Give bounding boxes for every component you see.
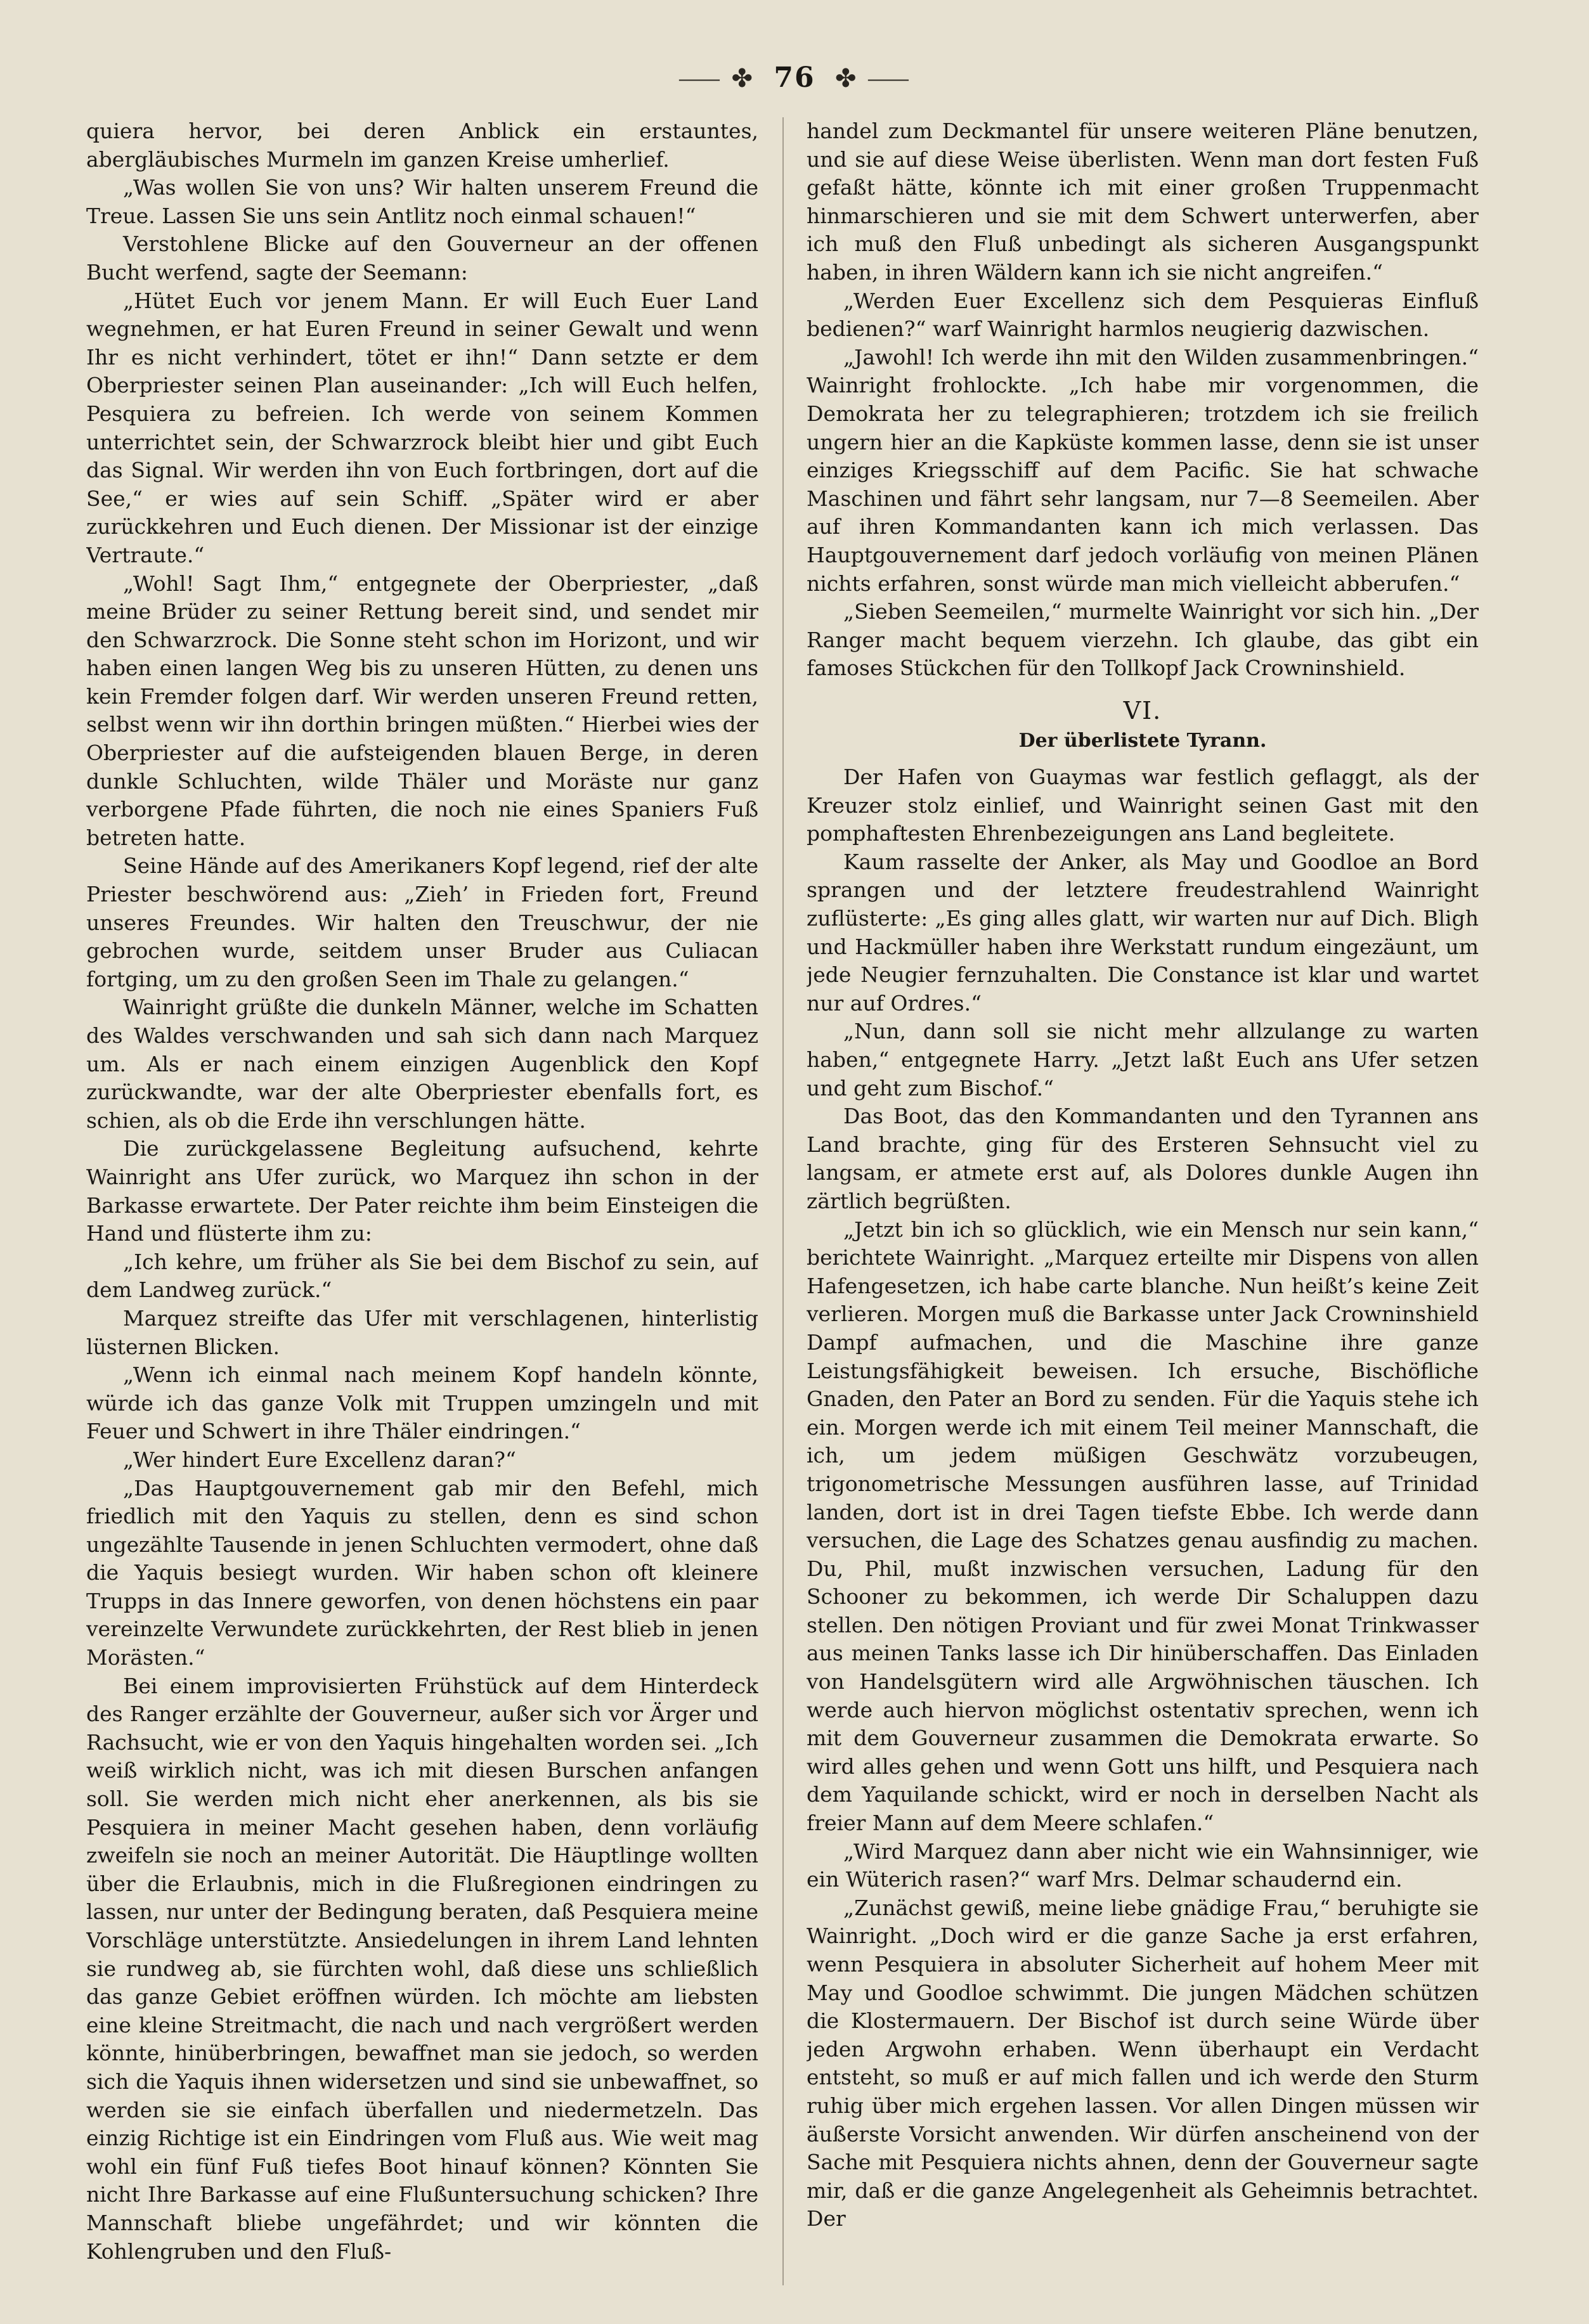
- paragraph: Wainright grüßte die dunkeln Männer, welche im Schatten des Waldes verschwanden und sah sich dann nach Marquez um. Als er nach einem einzigen Augenblick den Kopf zurückwandte, war der alte Oberpriester ebenfalls fort, es schien, als ob die Erde ihn verschlungen hätte.: [86, 995, 758, 1133]
- chapter-number: VI.: [1123, 696, 1162, 725]
- paragraph: „Hütet Euch vor jenem Mann. Er will Euch Euer Land wegnehmen, er hat Euren Freund in seiner Gewalt und wenn Ihr es nicht verhindert, tötet er ihn!“ Dann setzte er dem Oberpriester seinen Plan auseinander: „Ich will Euch helfen, Pesquiera zu befreien. Ich werde von seinem Kommen unterrichtet sein, der Schwarzrock bleibt hier und gibt Euch das Signal. Wir werden ihn von Euch fortbringen, dort auf die See,“ er wies auf sein Schiff. „Später wird er aber zurückkehren und Euch dienen. Der Missionar ist der einzige Vertraute.“: [86, 288, 758, 567]
- paragraph: „Das Hauptgouvernement gab mir den Befehl, mich friedlich mit den Yaquis zu stellen, denn es sind schon ungezählte Tausende in jenen Schluchten vermodert, ohne daß die Yaquis besiegt wurden. Wir haben schon oft kleinere Trupps in das Innere geworfen, von denen höchstens ein paar vereinzelte Verwundete zurückkehrten, der Rest blieb in jenen Morästen.“: [86, 1475, 758, 1670]
- paragraph: Marquez streifte das Ufer mit verschlagenen, hinterlistig lüsternen Blicken.: [86, 1305, 758, 1359]
- paragraph: Kaum rasselte der Anker, als May und Goodloe an Bord sprangen und der letztere freudestrahlend Wainright zuflüsterte: „Es ging alles glatt, wir warten nur auf Dich. Bligh und Hackmüller haben ihre Werkstatt rundum eingezäunt, um jede Neugier fernzuhalten. Die Constance ist klar und wartet nur auf Ordres.“: [807, 849, 1479, 1016]
- paragraph: Verstohlene Blicke auf den Gouverneur an der offenen Bucht werfend, sagte der Seemann:: [86, 231, 758, 285]
- ornament-left-icon: ⸺ ✤: [678, 64, 755, 93]
- paragraph: „Sieben Seemeilen,“ murmelte Wainright vor sich hin. „Der Ranger macht bequem vierzehn. Ich glaube, das gibt ein famoses Stückchen für den Tollkopf Jack Crowninshield.: [807, 599, 1479, 681]
- paragraph: „Wenn ich einmal nach meinem Kopf handeln könnte, würde ich das ganze Volk mit Truppen umzingeln und mit Feuer und Schwert in ihre Thäler eindringen.“: [86, 1362, 758, 1444]
- paragraph: Bei einem improvisierten Frühstück auf dem Hinterdeck des Ranger erzählte der Gouverneur, außer sich vor Ärger und Rachsucht, wie er von den Yaquis hingehalten worden sei. „Ich weiß wirklich nicht, was ich mit diesen Burschen anfangen soll. Sie werden mich nicht eher anerkennen, als bis sie Pesquiera in meiner Macht gesehen haben, denn vorläufig zweifeln sie noch an meiner Autorität. Die Häuptlinge wollten über die Erlaubnis, mich in die Flußregionen eindringen zu lassen, nur unter der Bedingung beraten, daß Pesquiera meine Vorschläge unterstützte. Ansiedelungen in ihrem Land lehnten sie rundweg ab, sie fürchten wohl, daß diese uns schließlich das ganze Gebiet eröffnen würden. Ich möchte am liebsten eine kleine Streitmacht, die nach und nach vergrößert werden könnte, hinüberbringen, bewaffnet man sie jedoch, so werden sich die Yaquis ihnen widersetzen und sind sie unbewaffnet, so werden sie sie einfach überfallen und niedermetzeln. Das einzig Richtige ist ein Eindringen vom Fluß aus. Wie weit mag wohl ein fünf Fuß tiefes Boot hinauf können? Könnten Sie nicht Ihre Barkasse auf eine Flußuntersuchung schicken? Ihre Mannschaft bliebe ungefährdet; und wir könnten die Kohlengruben und den Fluß-: [86, 1673, 758, 2264]
- paragraph: „Wohl! Sagt Ihm,“ entgegnete der Oberpriester, „daß meine Brüder zu seiner Rettung bereit sind, und sendet mir den Schwarzrock. Die Sonne steht schon im Horizont, und wir haben einen langen Weg bis zu unseren Hütten, zu denen uns kein Fremder folgen darf. Wir werden unseren Freund retten, selbst wenn wir ihn dorthin bringen müßten.“ Hierbei wies der Oberpriester auf die aufsteigenden blauen Berge, in deren dunkle Schluchten, wilde Thäler und Moräste nur ganz verborgene Pfade führten, die noch nie eines Spaniers Fuß betreten hatte.: [86, 571, 758, 850]
- paragraph: „Jawohl! Ich werde ihn mit den Wilden zusammenbringen.“ Wainright frohlockte. „Ich habe mir vorgenommen, die Demokrata her zu telegraphieren; trotzdem ich sie freilich ungern hier an die Kapküste kommen lasse, denn sie ist unser einziges Kriegsschiff auf dem Pacific. Sie hat schwache Maschinen und fährt sehr langsam, nur 7—8 Seemeilen. Aber auf ihren Kommandanten kann ich mich verlassen. Das Hauptgouvernement darf jedoch vorläufig von meinen Plänen nichts erfahren, sonst würde man mich vielleicht abberufen.“: [807, 344, 1479, 596]
- left-column: [86, 117, 758, 2298]
- paragraph: „Jetzt bin ich so glücklich, wie ein Mensch nur sein kann,“ berichtete Wainright. „Marquez erteilte mir Dispens von allen Hafengesetzen, ich habe carte blanche. Nun heißt’s keine Zeit verlieren. Morgen muß die Barkasse unter Jack Crowninshield Dampf aufmachen, und die Maschine ihre ganze Leistungsfähigkeit beweisen. Ich ersuche, Bischöfliche Gnaden, den Pater an Bord zu senden. Für die Yaquis stehe ich ein. Morgen werde ich mit einem Teil meiner Mannschaft, die ich, um jedem müßigen Geschwätz vorzubeugen, trigonometrische Messungen ausführen lasse, auf Trinidad landen, dort ist in drei Tagen tiefste Ebbe. Ich werde dann versuchen, die Lage des Schatzes genau ausfindig zu machen. Du, Phil, mußt inzwischen versuchen, Ladung für den Schooner zu bekommen, ich werde Dir Schaluppen dazu stellen. Den nötigen Proviant und für zwei Monat Trinkwasser aus meinen Tanks lasse ich Dir hinüberschaffen. Das Einladen von Handelsgütern wird alle Argwöhnischen täuschen. Ich werde auch hiervon möglichst ostentativ sprechen, wenn ich mit dem Gouverneur zusammen die Demokrata erwarte. So wird alles gehen und wenn Gott uns hilft, und Pesquiera nach dem Yaquilande schickt, wird er noch in derselben Nacht als freier Mann auf dem Meere schlafen.“: [807, 1217, 1479, 1836]
- paragraph: „Ich kehre, um früher als Sie bei dem Bischof zu sein, auf dem Landweg zurück.“: [86, 1249, 758, 1303]
- page-header: [0, 58, 1589, 94]
- ornament-right-icon: ✤ ⸺: [834, 64, 911, 93]
- page-number: 76: [774, 61, 815, 94]
- paragraph: „Wird Marquez dann aber nicht wie ein Wahnsinniger, wie ein Wüterich rasen?“ warf Mrs. Delmar schaudernd ein.: [807, 1838, 1479, 1892]
- paragraph: „Wer hindert Eure Excellenz daran?“: [123, 1447, 516, 1472]
- paragraph: Das Boot, das den Kommandanten und den Tyrannen ans Land brachte, ging für des Ersteren Sehnsucht viel zu langsam, er atmete erst auf, als Dolores dunkle Augen ihn zärtlich begrüßten.: [807, 1104, 1479, 1213]
- paragraph: „Zunächst gewiß, meine liebe gnädige Frau,“ beruhigte sie Wainright. „Doch wird er die ganze Sache ja erst erfahren, wenn Pesquiera in absoluter Sicherheit auf hohem Meer mit May und Goodloe schwimmt. Die jungen Mädchen schützen die Klostermauern. Der Bischof ist durch seine Würde über jeden Argwohn erhaben. Wenn überhaupt ein Verdacht entsteht, so muß er auf mich fallen und ich werde den Sturm ruhig über mich ergehen lassen. Vor allen Dingen müssen wir äußerste Vorsicht anwenden. Wir dürfen anscheinend von der Sache mit Pesquiera nichts ahnen, denn der Gouverneur sagte mir, daß er die ganze Angelegenheit als Geheimnis betrachtet. Der: [807, 1895, 1479, 2231]
- right-column: [807, 117, 1479, 2298]
- paragraph: quiera hervor, bei deren Anblick ein erstauntes, abergläubisches Murmeln im ganzen Kreise umherlief.: [86, 119, 758, 172]
- chapter-title: Der überlistete Tyrann.: [1018, 730, 1267, 752]
- paragraph: Die zurückgelassene Begleitung aufsuchend, kehrte Wainright ans Ufer zurück, wo Marquez ihn schon in der Barkasse erwartete. Der Pater reichte ihm beim Einsteigen die Hand und flüsterte ihm zu:: [86, 1136, 758, 1246]
- paragraph: Der Hafen von Guaymas war festlich geflaggt, als der Kreuzer stolz einlief, und Wainright seinen Gast mit den pomphaftesten Ehrenbezeigungen ans Land begleitete.: [807, 765, 1479, 846]
- paragraph: handel zum Deckmantel für unsere weiteren Pläne benutzen, und sie auf diese Weise überlisten. Wenn man dort festen Fuß gefaßt hätte, könnte ich mit einer großen Truppenmacht hinmarschieren und sie mit dem Schwert unterwerfen, aber ich muß den Fluß unbedingt als sicheren Ausgangspunkt haben, in ihren Wäldern kann ich sie nicht angreifen.“: [807, 119, 1479, 285]
- paragraph: „Werden Euer Excellenz sich dem Pesquieras Einfluß bedienen?“ warf Wainright harmlos neugierig dazwischen.: [807, 288, 1479, 342]
- paragraph: „Nun, dann soll sie nicht mehr allzulange zu warten haben,“ entgegnete Harry. „Jetzt laßt Euch ans Ufer setzen und geht zum Bischof.“: [807, 1019, 1479, 1101]
- paragraph: Seine Hände auf des Amerikaners Kopf legend, rief der alte Priester beschwörend aus: „Zieh’ in Frieden fort, Freund unseres Freundes. Wir halten den Treuschwur, der nie gebrochen wurde, seitdem unser Bruder aus Culiacan fortging, um zu den großen Seen im Thale zu gelangen.“: [86, 853, 758, 991]
- paragraph: „Was wollen Sie von uns? Wir halten unserem Freund die Treue. Lassen Sie uns sein Antlitz noch einmal schauen!“: [86, 175, 758, 228]
- column-divider: [782, 117, 784, 2285]
